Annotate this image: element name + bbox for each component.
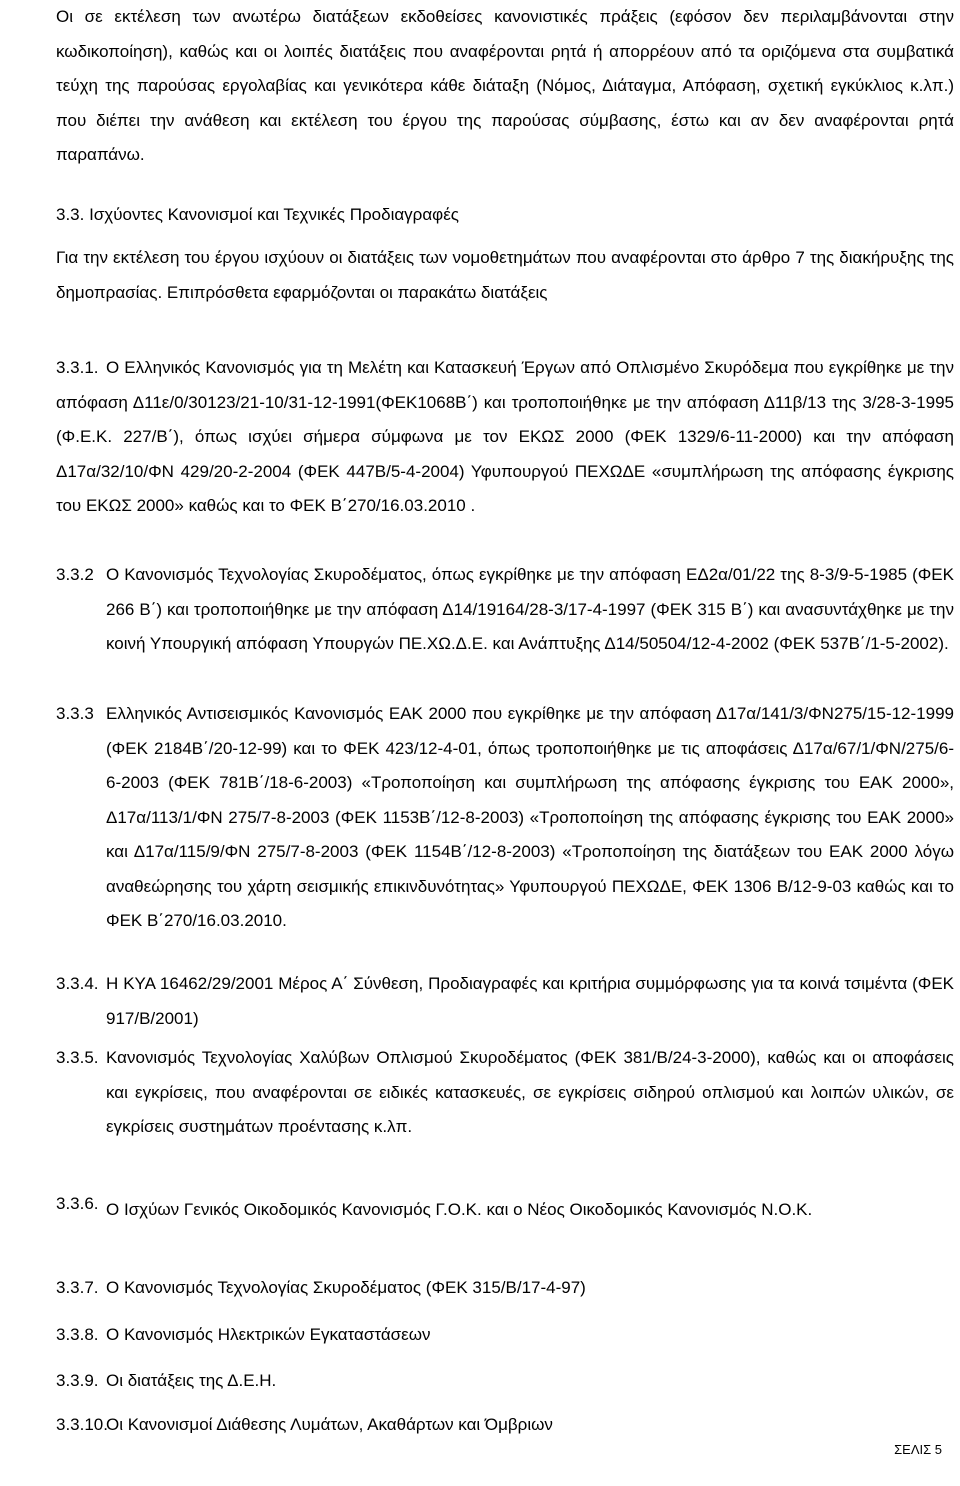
list-item bbox=[56, 1408, 954, 1443]
item-number: 3.3.5. bbox=[56, 1048, 99, 1067]
item-number: 3.3.2 bbox=[56, 565, 94, 584]
item-text: Ο Ισχύων Γενικός Οικοδομικός Κανονισμός Γ.Ο.Κ. και ο Νέος Οικοδομικός Κανονισμός Ν.Ο.Κ. bbox=[106, 1200, 813, 1219]
list-item bbox=[56, 697, 954, 939]
item-text: Ο Κανονισμός Ηλεκτρικών Εγκαταστάσεων bbox=[106, 1325, 431, 1344]
list-item bbox=[56, 1187, 954, 1233]
item-number: 3.3.7. bbox=[56, 1278, 99, 1297]
list-item bbox=[56, 1041, 954, 1145]
list-item bbox=[56, 1271, 954, 1306]
list-item bbox=[56, 967, 954, 1036]
item-text: Ο Ελληνικός Κανονισμός για τη Μελέτη και Κατασκευή Έργων από Οπλισμένο Σκυρόδεμα που εγκρίθηκε με την απόφαση Δ11ε/0/30123/21-10/31-12-1991(ΦΕΚ1068Β΄) και τροποποιήθηκε με την απόφαση Δ11β/13 της 3/28-3-1995 (Φ.Ε.Κ. 227/Β΄), όπως ισχύει σήμερα σύμφωνα με τον ΕΚΩΣ 2000 (ΦΕΚ 1329/6-11-2000) και την απόφαση Δ17α/32/10/ΦΝ 429/20-2-2004 (ΦΕΚ 447Β/5-4-2004) Υφυπουργού ΠΕΧΩΔΕ «συμπλήρωση της απόφασης έγκρισης του ΕΚΩΣ 2000» καθώς και το ΦΕΚ Β΄270/16.03.2010 . bbox=[56, 358, 954, 515]
item-number: 3.3.6. bbox=[56, 1194, 99, 1213]
item-number: 3.3.8. bbox=[56, 1325, 99, 1344]
item-text: Κανονισμός Τεχνολογίας Χαλύβων Οπλισμού Σκυροδέματος (ΦΕΚ 381/Β/24-3-2000), καθώς και οι αποφάσεις και εγκρίσεις, που αναφέρονται σε ειδικές κατασκευές, σε εγκρίσεις σιδηρού οπλισμού και λοιπών υλικών, σε εγκρίσεις συστημάτων προέντασης κ.λπ. bbox=[106, 1048, 954, 1136]
item-number: 3.3.10. bbox=[56, 1415, 108, 1434]
item-text: Οι Κανονισμοί Διάθεσης Λυμάτων, Ακαθάρτων και Όμβριων bbox=[106, 1415, 553, 1434]
item-text: Οι διατάξεις της Δ.Ε.Η. bbox=[106, 1371, 277, 1390]
list-item bbox=[56, 1364, 954, 1399]
item-text: Ο Κανονισμός Τεχνολογίας Σκυροδέματος, όπως εγκρίθηκε με την απόφαση ΕΔ2α/01/22 της 8-3/9-5-1985 (ΦΕΚ 266 Β΄) και τροποποιήθηκε με την απόφαση Δ14/19164/28-3/17-4-1997 (ΦΕΚ 315 Β΄) και ανασυντάχθηκε με την κοινή Υπουργική απόφαση Υπουργών ΠΕ.ΧΩ.Δ.Ε. και Ανάπτυξης Δ14/50504/12-4-2002 (ΦΕΚ 537Β΄/1-5-2002). bbox=[106, 565, 954, 653]
list-item bbox=[56, 351, 954, 524]
item-number: 3.3.3 bbox=[56, 704, 94, 723]
section-intro-paragraph: Για την εκτέλεση του έργου ισχύουν οι διατάξεις των νομοθετημάτων που αναφέρονται στο άρθρο 7 της διακήρυξης της δημοπρασίας. Επιπρόσθετα εφαρμόζονται οι παρακάτω διατάξεις bbox=[56, 248, 954, 302]
item-number: 3.3.1. bbox=[56, 358, 99, 377]
page-number: ΣΕΛΙΣ 5 bbox=[894, 1442, 942, 1457]
list-item bbox=[56, 558, 954, 662]
item-number: 3.3.4. bbox=[56, 974, 99, 993]
item-text: Ελληνικός Αντισεισμικός Κανονισμός ΕΑΚ 2000 που εγκρίθηκε με την απόφαση Δ17α/141/3/ΦΝ275/15-12-1999 (ΦΕΚ 2184Β΄/20-12-99) και το ΦΕΚ 423/12-4-01, όπως τροποποιήθηκε με τις αποφάσεις Δ17α/67/1/ΦΝ/275/6-6-2003 (ΦΕΚ 781Β΄/18-6-2003) «Τροποποίηση και συμπλήρωση της απόφασης έγκρισης του ΕΑΚ 2000», Δ17α/113/1/ΦΝ 275/7-8-2003 (ΦΕΚ 1153Β΄/12-8-2003) «Τροποποίηση της απόφασης έγκρισης του ΕΑΚ 2000» και Δ17α/115/9/ΦΝ 275/7-8-2003 (ΦΕΚ 1154Β΄/12-8-2003) «Τροποποίηση της διατάξεων του ΕΑΚ 2000 λόγω αναθεώρησης του χάρτη σεισμικής επικινδυνότητας» Υφυπουργού ΠΕΧΩΔΕ, ΦΕΚ 1306 Β/12-9-03 καθώς και το ΦΕΚ Β΄270/16.03.2010. bbox=[106, 704, 954, 930]
item-text: Η ΚΥΑ 16462/29/2001 Μέρος Α΄ Σύνθεση, Προδιαγραφές και κριτήρια συμμόρφωσης για τα κοινά τσιμέντα (ΦΕΚ 917/Β/2001) bbox=[106, 974, 954, 1028]
section-heading: 3.3. Ισχύοντες Κανονισμοί και Τεχνικές Προδιαγραφές bbox=[56, 205, 459, 224]
list-item bbox=[56, 1318, 954, 1353]
item-number: 3.3.9. bbox=[56, 1371, 99, 1390]
item-text: Ο Κανονισμός Τεχνολογίας Σκυροδέματος (ΦΕΚ 315/Β/17-4-97) bbox=[106, 1278, 586, 1297]
intro-paragraph: Οι σε εκτέλεση των ανωτέρω διατάξεων εκδοθείσες κανονιστικές πράξεις (εφόσον δεν περιλαμβάνονται στην κωδικοποίηση), καθώς και οι λοιπές διατάξεις που αναφέρονται ρητά ή απορρέουν από τα οριζόμενα στα συμβατικά τεύχη της παρούσας εργολαβίας και γενικότερα κάθε διάταξη (Νόμος, Διάταγμα, Απόφαση, σχετική εγκύκλιος κ.λπ.) που διέπει την ανάθεση και εκτέλεση του έργου της παρούσας σύμβασης, έστω και αν δεν αναφέρονται ρητά παραπάνω. bbox=[56, 7, 954, 164]
